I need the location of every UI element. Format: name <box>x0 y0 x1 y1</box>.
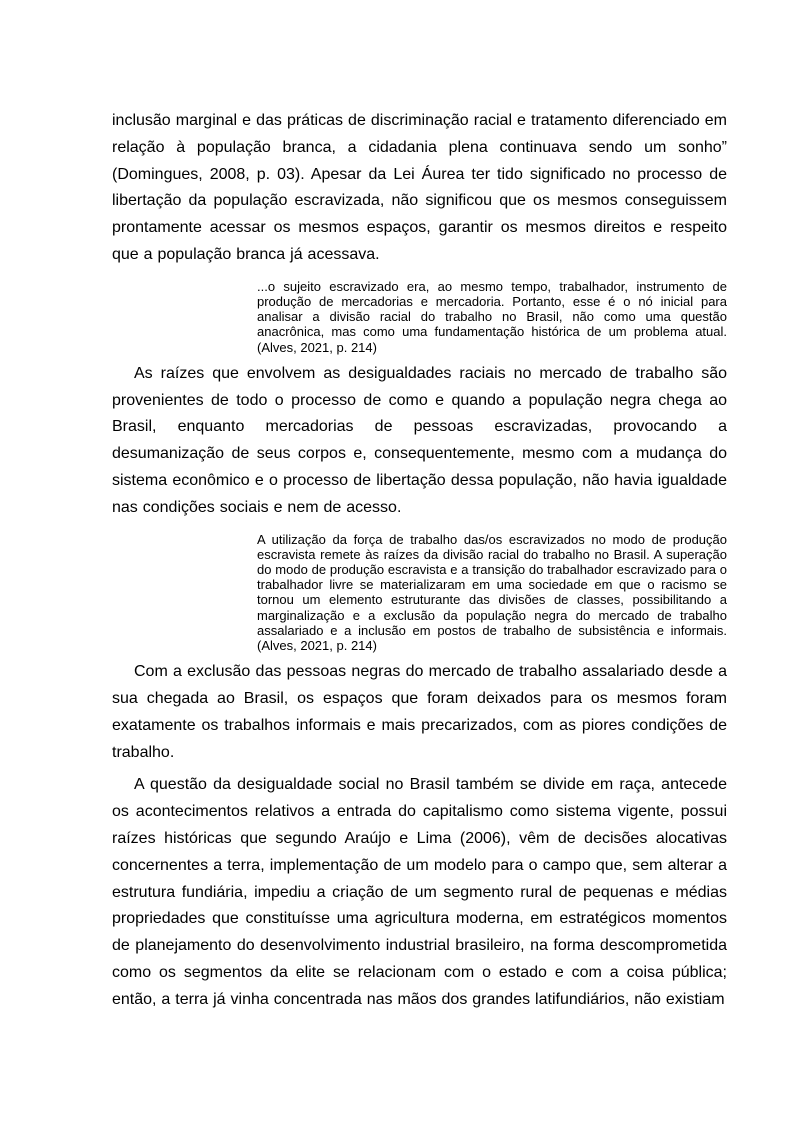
paragraph-desigualdade-social: A questão da desigualdade social no Brasil também se divide em raça, antecede os acontecimentos relativos a entrada do capitalismo como sistema vigente, possui raízes históricas que segundo Araújo e Lima (2006), vêm de decisões alocativas concernentes a terra, implementação de um modelo para o campo que, sem alterar a estrutura fundiária, impediu a criação de um segmento rural de pequenas e médias propriedades que constituísse uma agricultura moderna, em estratégicos momentos de planejamento do desenvolvimento industrial brasileiro, na forma descomprometida como os segmentos da elite se relacionam com o estado e com a coisa pública; então, a terra já vinha concentrada nas mãos dos grandes latifundiários, não existiam <box>112 776 727 1008</box>
block-quote-alves-2: A utilização da força de trabalho das/os escravizados no modo de produção escravista remete às raízes da divisão racial do trabalho no Brasil. A superação do modo de produção escravista e a transição do trabalhador escravizado para o trabalhador livre se materializaram em uma sociedade em que o racismo se tornou um elemento estruturante das divisões de classes, possibilitando a marginalização e a exclusão da população negra do mercado de trabalho assalariado e a inclusão em postos de trabalho de subsistência e informais. (Alves, 2021, p. 214) <box>257 531 727 653</box>
block-quote-alves-1: ...o sujeito escravizado era, ao mesmo tempo, trabalhador, instrumento de produção de mercadorias e mercadoria. Portanto, esse é o nó inicial para analisar a divisão racial do trabalho no Brasil, não como uma questão anacrônica, mas como uma fundamentação histórica de um problema atual. (Alves, 2021, p. 214) <box>257 278 727 355</box>
paragraph-discriminacao-racial: inclusão marginal e das práticas de discriminação racial e tratamento diferenciado em relação à população branca, a cidadania plena continuava sendo um sonho” (Domingues, 2008, p. 03). Apesar da Lei Áurea ter tido significado no processo de libertação da população escravizada, não significou que os mesmos conseguissem prontamente acessar os mesmos espaços, garantir os mesmos direitos e respeito que a população branca já acessava. <box>112 112 727 263</box>
paragraph-raizes-desigualdades: As raízes que envolvem as desigualdades raciais no mercado de trabalho são provenientes de todo o processo de como e quando a população negra chega ao Brasil, enquanto mercadorias de pessoas escravizadas, provocando a desumanização de seus corpos e, consequentemente, mesmo com a mudança do sistema econômico e o processo de libertação dessa população, não havia igualdade nas condições sociais e nem de acesso. <box>112 364 727 516</box>
paragraph-exclusao-mercado: Com a exclusão das pessoas negras do mercado de trabalho assalariado desde a sua chegada ao Brasil, os espaços que foram deixados para os mesmos foram exatamente os trabalhos informais e mais precarizados, com as piores condições de trabalho. <box>112 663 727 761</box>
